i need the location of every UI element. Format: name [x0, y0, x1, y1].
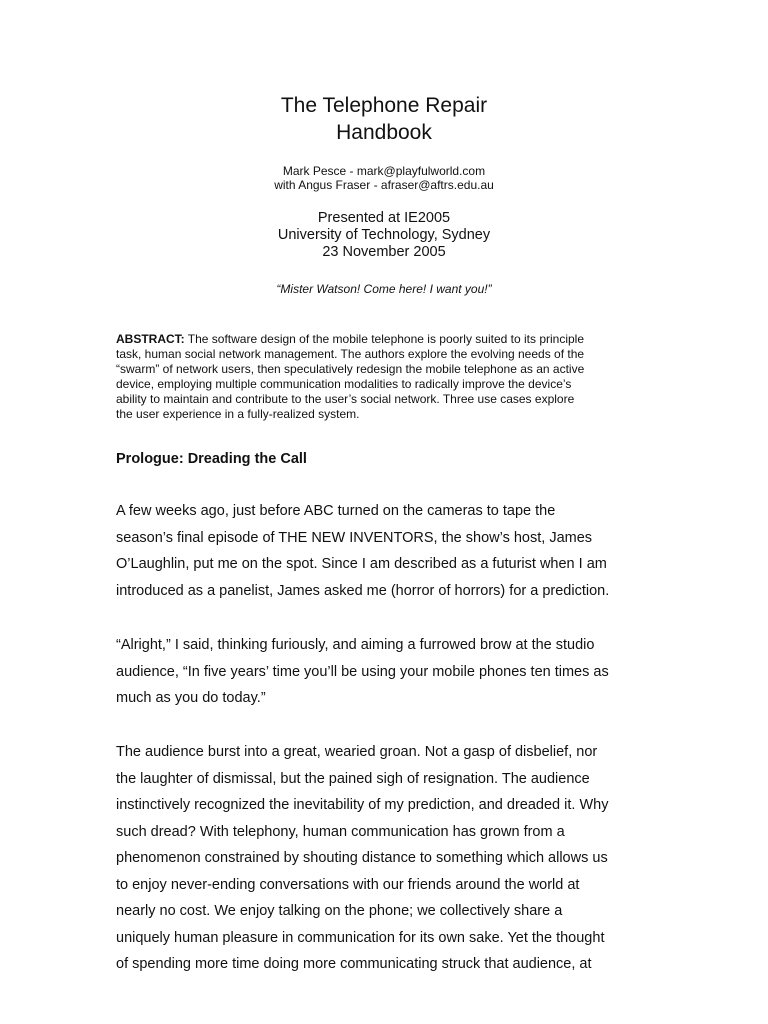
- title-line: Handbook: [336, 121, 432, 144]
- paragraph-line: audience, “In five years’ time you’ll be using your mobile phones ten times as: [116, 663, 609, 680]
- epigraph-quote: “Mister Watson! Come here! I want you!”: [276, 282, 492, 296]
- paragraph-line: much as you do today.”: [116, 690, 266, 706]
- paragraph: [116, 632, 676, 712]
- paragraph-line: “Alright,” I said, thinking furiously, and aiming a furrowed brow at the studio: [116, 637, 595, 653]
- paragraph-line: uniquely human pleasure in communication for its own sake. Yet the thought: [116, 929, 605, 946]
- document-title: [0, 92, 768, 146]
- title-line: The Telephone Repair: [280, 94, 488, 117]
- abstract-line: the user experience in a fully-realized system.: [116, 407, 360, 421]
- abstract-line: ability to maintain and contribute to the user’s social network. Three use cases explore: [116, 392, 575, 406]
- author-line: Mark Pesce - mark@playfulworld.com: [282, 164, 486, 178]
- paragraph-line: nearly no cost. We enjoy talking on the phone; we collectively share a: [116, 903, 563, 919]
- section-heading: Prologue: Dreading the Call: [116, 451, 307, 467]
- abstract-line: task, human social network management. The authors explore the evolving needs of the: [116, 347, 585, 361]
- presented-line: Presented at IE2005: [317, 210, 451, 226]
- paragraph: [116, 498, 676, 604]
- abstract-text: The software design of the mobile telephone is poorly suited to its principle: [184, 332, 585, 346]
- paragraph-line: to enjoy never-ending conversations with our friends around the world at: [116, 876, 580, 893]
- paragraph-line: instinctively recognized the inevitability of my prediction, and dreaded it. Why: [116, 797, 609, 813]
- author-block: [0, 164, 768, 192]
- paragraph-line: phenomenon constrained by shouting distance to something which allows us: [116, 850, 608, 866]
- paragraph-line: The audience burst into a great, wearied groan. Not a gasp of disbelief, nor: [116, 744, 598, 760]
- paragraph-line: season’s final episode of THE NEW INVENTORS, the show’s host, James: [116, 529, 593, 546]
- abstract-label: ABSTRACT:: [116, 332, 185, 346]
- presentation-info: [0, 210, 768, 261]
- presented-line: University of Technology, Sydney: [277, 227, 491, 243]
- abstract-line: [116, 332, 656, 347]
- paragraph-line: of spending more time doing more communicating struck that audience, at: [116, 956, 592, 972]
- paragraph-line: introduced as a panelist, James asked me (horror of horrors) for a prediction.: [116, 582, 610, 599]
- paragraph-line: such dread? With telephony, human communication has grown from a: [116, 823, 565, 840]
- abstract-line: device, employing multiple communication modalities to radically improve the device’s: [116, 377, 572, 391]
- paragraph-line: O’Laughlin, put me on the spot. Since I am described as a futurist when I am: [116, 556, 607, 572]
- abstract: [116, 332, 656, 422]
- author-line: with Angus Fraser - afraser@aftrs.edu.au: [274, 178, 494, 192]
- paragraph: [116, 739, 676, 978]
- abstract-line: “swarm” of network users, then speculatively redesign the mobile telephone as an active: [116, 362, 585, 376]
- presented-date: 23 November 2005: [322, 244, 446, 260]
- paragraph-line: A few weeks ago, just before ABC turned on the cameras to tape the: [116, 503, 556, 519]
- paragraph-line: the laughter of dismissal, but the pained sigh of resignation. The audience: [116, 770, 590, 787]
